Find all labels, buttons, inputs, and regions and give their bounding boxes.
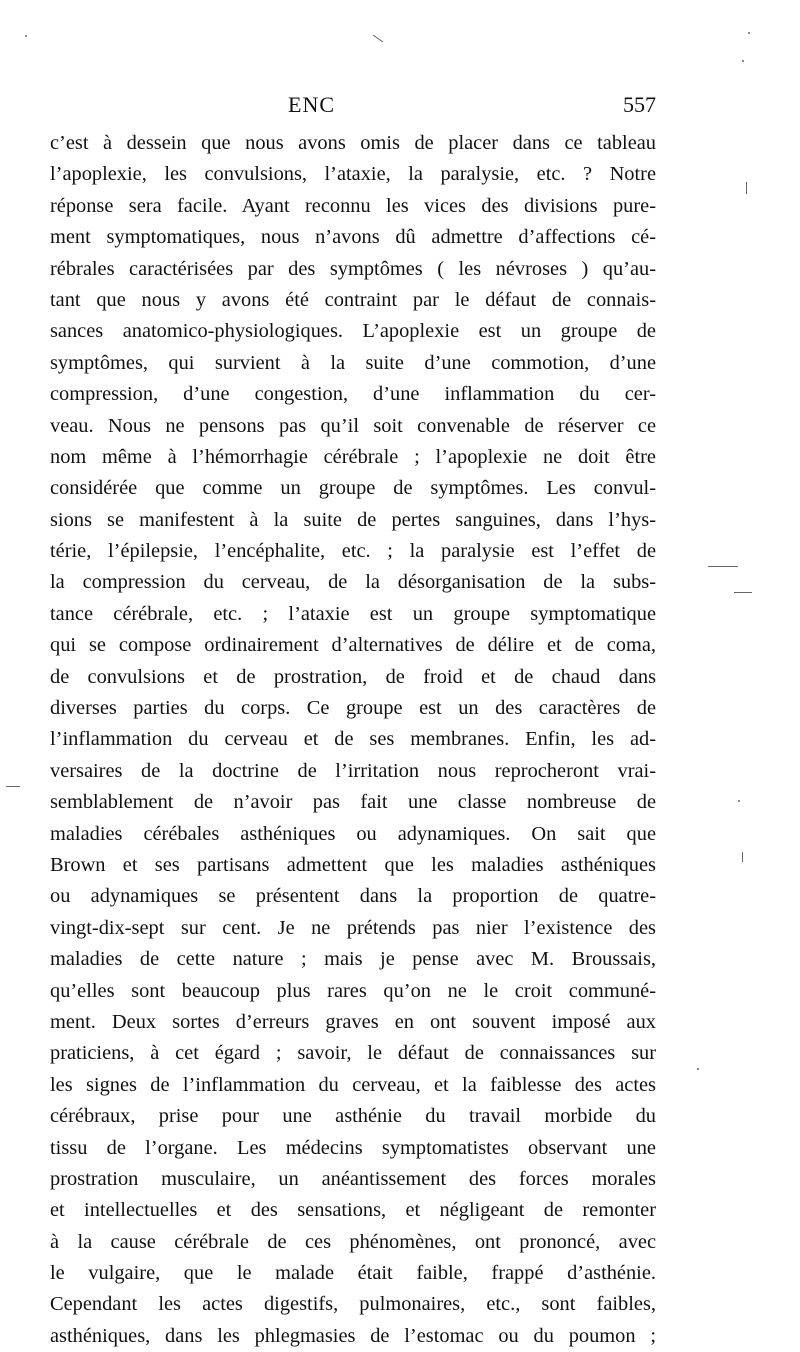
scan-speck [6,786,20,787]
text-line: qu’elles sont beaucoup plus rares qu’on ne le croit communé- [50,979,656,1002]
text-line: versaires de la doctrine de l’irritation nous reprocheront vrai- [50,759,656,782]
text-line: térie, l’épilepsie, l’encéphalite, etc. ; la paralysie est l’effet de [50,540,656,563]
text-line: praticiens, à cet égard ; savoir, le défaut de connaissances sur [50,1042,656,1065]
text-line: sions se manifestent à la suite de pertes sanguines, dans l’hys- [50,508,656,531]
scan-speck [742,852,743,862]
text-line: l’inflammation du cerveau et de ses membranes. Enfin, les ad- [50,728,656,751]
text-line: qui se compose ordinairement d’alternatives de délire et de coma, [50,634,656,657]
running-head: ENC [288,92,335,117]
text-line: Brown et ses partisans admettent que les maladies asthéniques [50,853,656,876]
text-line: considérée que comme un groupe de symptômes. Les convul- [50,477,656,500]
scan-speck [734,592,752,593]
text-line: diverses parties du corps. Ce groupe est un des caractères de [50,697,656,720]
text-line: la compression du cerveau, de la désorganisation de la subs- [50,571,656,594]
text-line: maladies de cette nature ; mais je pense avec M. Broussais, [50,948,656,971]
scan-speck [697,1068,699,1070]
text-line: vingt-dix-sept sur cent. Je ne prétends pas nier l’existence des [50,916,656,939]
text-line: symptômes, qui survient à la suite d’une commotion, d’une [50,351,656,374]
text-line: ment symptomatiques, nous n’avons dû admettre d’affections cé- [50,226,656,249]
text-line: ment. Deux sortes d’erreurs graves en ont souvent imposé aux [50,1010,656,1033]
scan-speck [373,35,383,43]
text-line: nom même à l’hémorrhagie cérébrale ; l’apoplexie ne doit être [50,445,656,468]
scan-speck [742,60,744,62]
body-text [50,128,656,1352]
text-line: et intellectuelles et des sensations, et négligeant de remonter [50,1199,656,1222]
page-header [50,92,656,126]
text-line: semblablement de n’avoir pas fait une classe nombreuse de [50,791,656,814]
scan-speck [738,800,740,802]
text-line: les signes de l’inflammation du cerveau, et la faiblesse des actes [50,1073,656,1096]
text-line: cérébraux, prise pour une asthénie du travail morbide du [50,1105,656,1128]
text-line: tant que nous y avons été contraint par le défaut de connais- [50,288,656,311]
text-line: veau. Nous ne pensons pas qu’il soit convenable de réserver ce [50,414,656,437]
text-line: réponse sera facile. Ayant reconnu les vices des divisions pure- [50,194,656,217]
scan-speck [25,35,27,37]
text-line: asthéniques, dans les phlegmasies de l’estomac ou du poumon ; [50,1324,656,1347]
text-line: Cependant les actes digestifs, pulmonaires, etc., sont faibles, [50,1293,656,1316]
text-line: de convulsions et de prostration, de froid et de chaud dans [50,665,656,688]
text-line: tance cérébrale, etc. ; l’ataxie est un groupe symptomatique [50,602,656,625]
text-line: c’est à dessein que nous avons omis de placer dans ce tableau [50,132,656,154]
text-line: maladies cérébales asthéniques ou adynamiques. On sait que [50,822,656,845]
text-line: à la cause cérébrale de ces phénomènes, ont prononcé, avec [50,1230,656,1253]
text-line: le vulgaire, que le malade était faible, frappé d’asthénie. [50,1262,656,1285]
text-line: l’apoplexie, les convulsions, l’ataxie, la paralysie, etc. ? Notre [50,163,656,186]
scan-speck [708,566,738,567]
text-line: compression, d’une congestion, d’une inflammation du cer- [50,383,656,406]
scan-speck [746,182,747,194]
text-line: rébrales caractérisées par des symptômes ( les névroses ) qu’au- [50,257,656,280]
text-line: prostration musculaire, un anéantissement des forces morales [50,1167,656,1190]
text-line: sances anatomico-physiologiques. L’apoplexie est un groupe de [50,320,656,343]
page-number: 557 [623,92,656,117]
scan-speck [748,32,750,34]
text-line: ou adynamiques se présentent dans la proportion de quatre- [50,885,656,908]
text-line: tissu de l’organe. Les médecins symptomatistes observant une [50,1136,656,1159]
